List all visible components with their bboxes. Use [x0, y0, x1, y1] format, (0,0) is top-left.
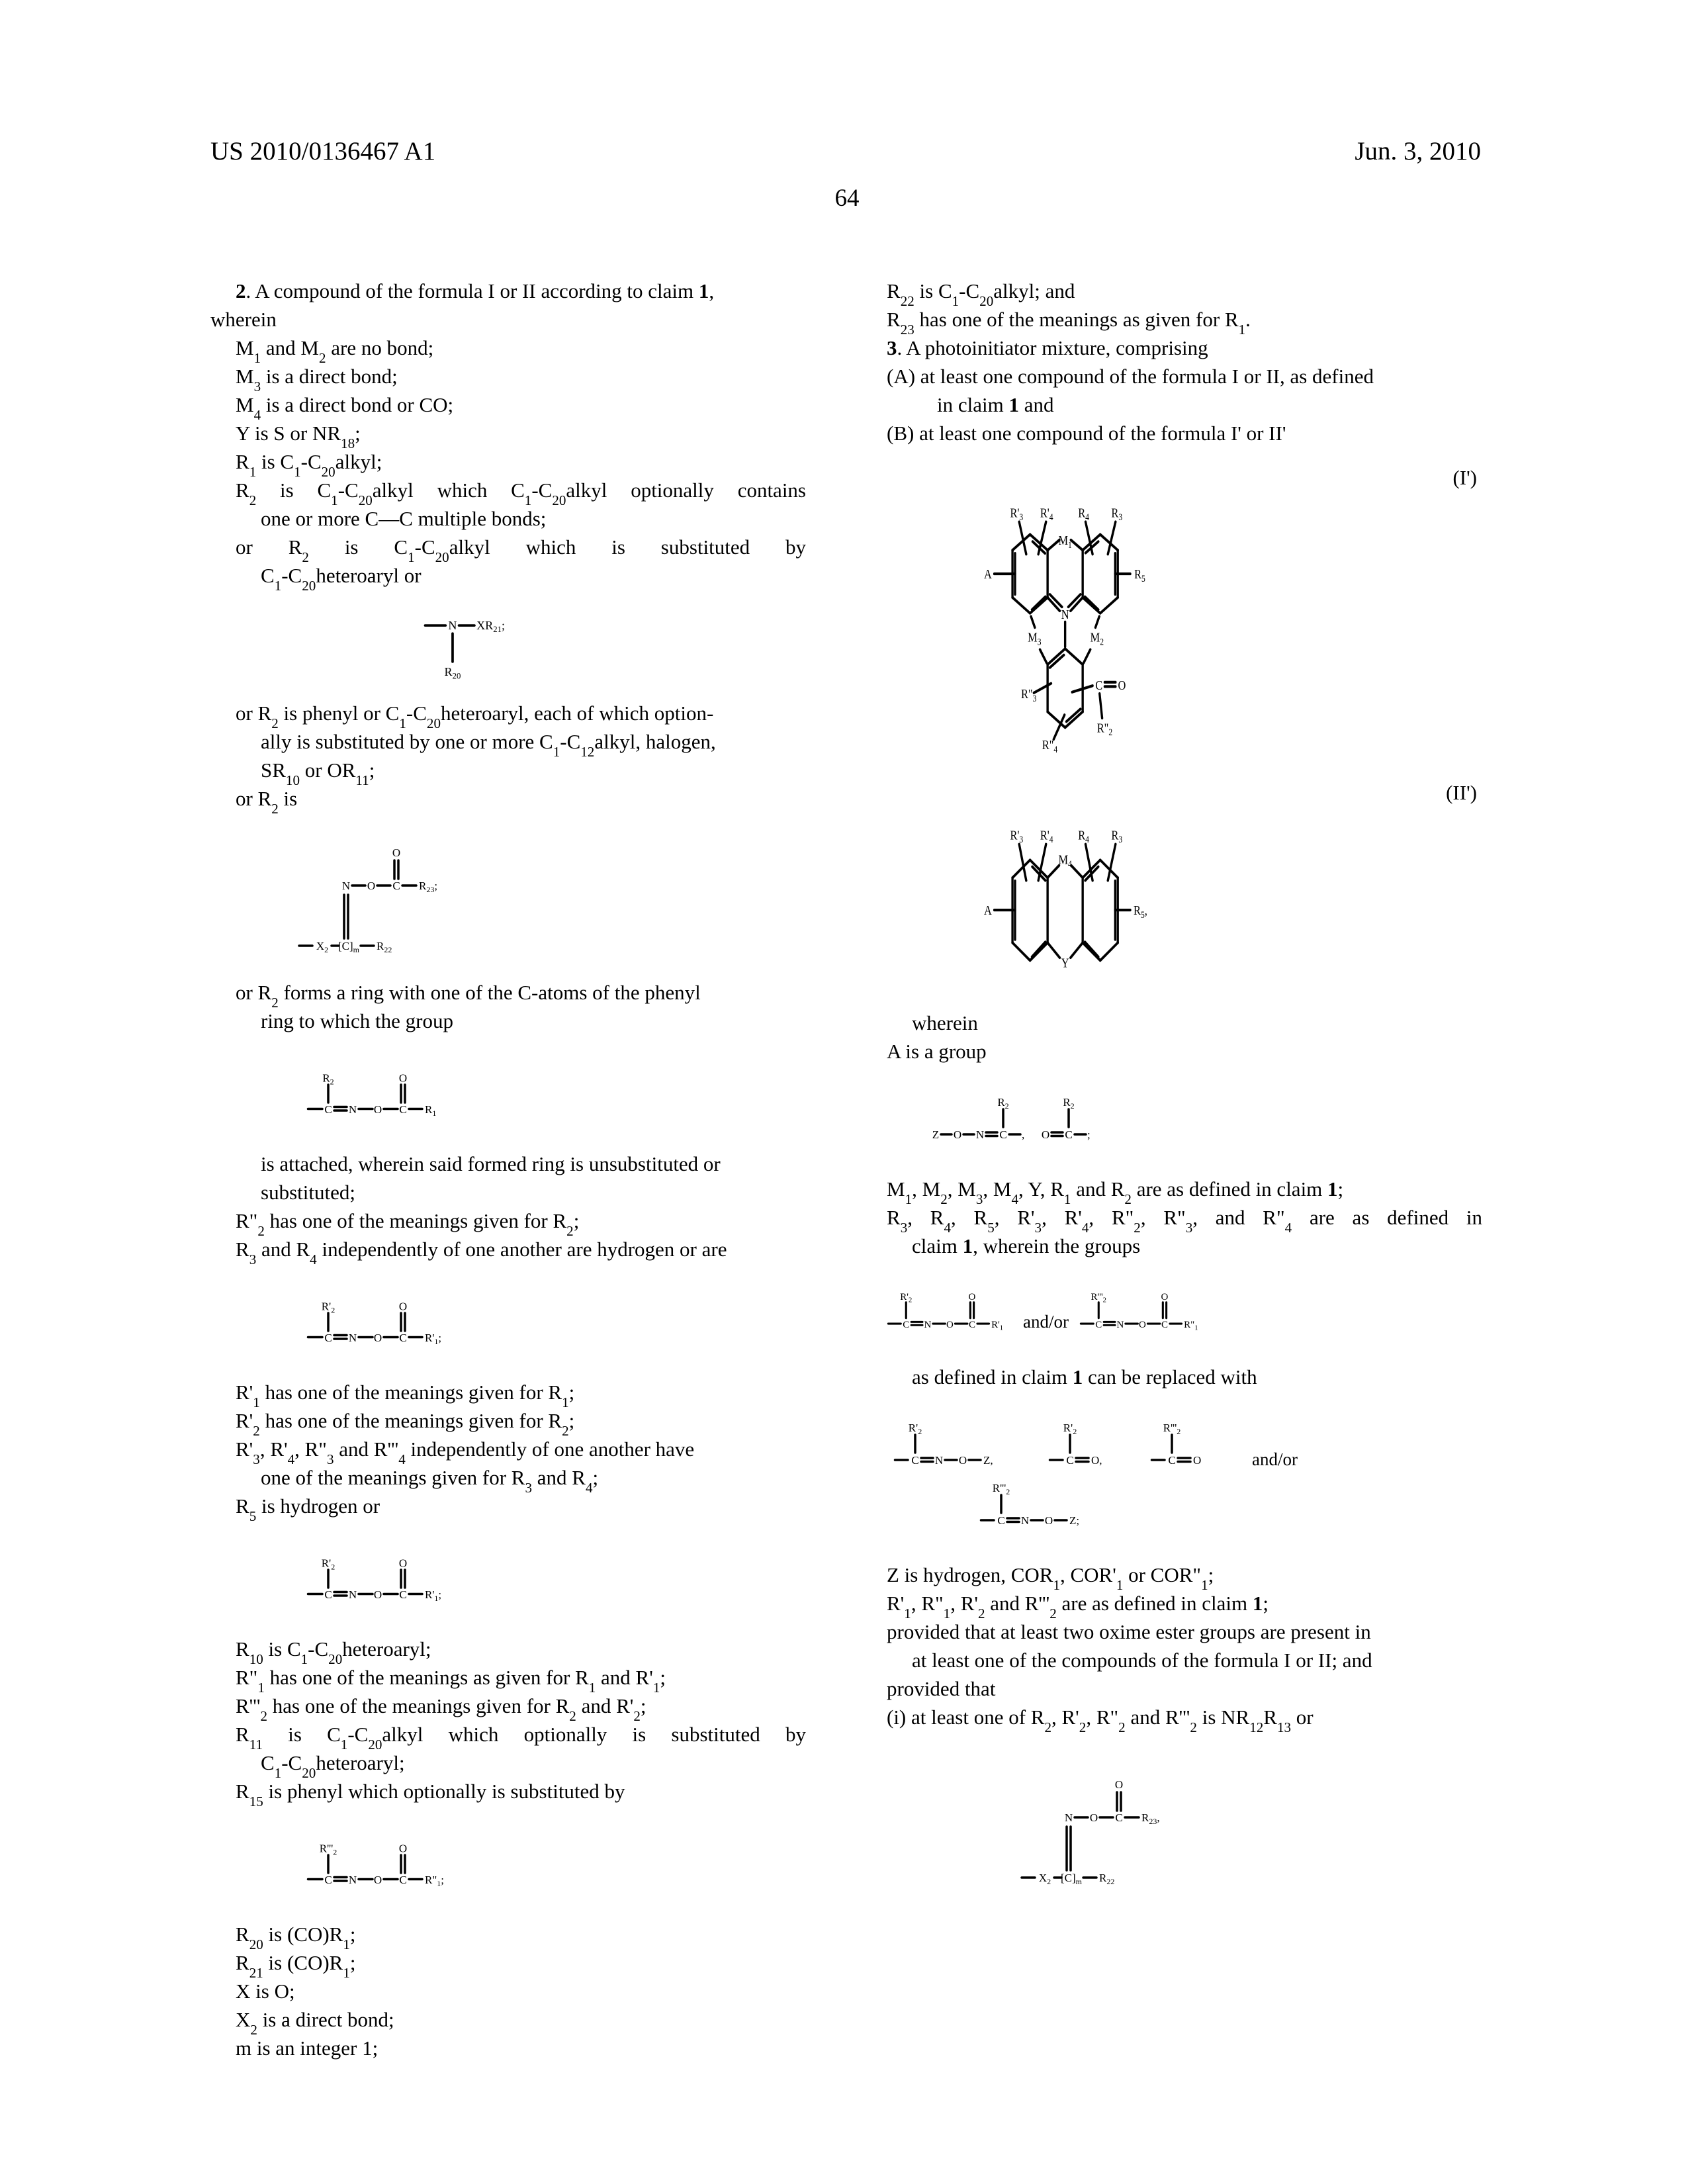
atom-n: N [348, 1874, 357, 1886]
text-line: X is O; [236, 1979, 295, 2003]
atom-c: C [399, 1332, 407, 1344]
group-r3-dprime: $R"_3$ [1020, 686, 1037, 704]
substituent-right: $R'_1$; [425, 1332, 442, 1346]
atom-o: O [373, 1332, 382, 1344]
atom-o-carbonyl: O [1161, 1291, 1169, 1302]
atom-o: O [373, 1103, 382, 1116]
group-r4-prime: $R'_4$ [1040, 505, 1053, 523]
structure-formula-I-prime [969, 495, 1482, 753]
formula-II-prime-label: (II') [1446, 781, 1477, 804]
structure-oxime-ester-r2p-r1p [306, 1295, 806, 1351]
atom-o-carbonyl: O [398, 1071, 408, 1085]
substituent-right: $R'_1$; [425, 1588, 442, 1603]
group-r23: $R_{23}$; [419, 880, 438, 894]
text-line: substituted; [261, 1181, 355, 1204]
group-r4-dprime: $R"_4$ [1042, 737, 1058, 755]
group-r4-prime: $R'_4$ [1040, 827, 1053, 845]
atom-n: N [1116, 1319, 1124, 1330]
structure-a-group-options [930, 1092, 1482, 1148]
group-x2: $X_2$ [1038, 1872, 1051, 1886]
atom-o-carbonyl: O [968, 1291, 976, 1302]
substituent-top: $R'_2$ [908, 1422, 922, 1436]
text-line: (B) at least one compound of the formula I' or II' [887, 422, 1286, 445]
atom-n: N [934, 1454, 944, 1467]
substituent-r2: $R_2$ [997, 1096, 1009, 1111]
group-r4: $R_4$ [1078, 827, 1089, 845]
structure-oxime-ester-r2p-r1p-2 [306, 1552, 806, 1608]
atom-o: O [946, 1319, 954, 1330]
atom-c: C [399, 1103, 407, 1116]
patent-number: US 2010/0136467 A1 [210, 137, 436, 165]
text-line: $M_1$, $M_2$, $M_3$, $M_4$, Y, $R_1$ and $R_2$ are as defined in claim 1; [887, 1177, 1344, 1207]
atom-n: N [924, 1319, 932, 1330]
group-r23: $R_{23}$, [1141, 1811, 1160, 1826]
atom-c: C [1115, 1811, 1123, 1824]
substituent-top: $R_2$ [322, 1071, 334, 1087]
text-line: or $R_2$ is [236, 787, 298, 817]
atom-c: C [324, 1332, 332, 1344]
right-column [887, 277, 1482, 2062]
atom-c: C [999, 1128, 1007, 1141]
group-r22: $R_{22}$ [377, 940, 392, 954]
claim3-intro-lines [887, 277, 1482, 447]
atom-n: N [448, 618, 457, 632]
proviso-lines [887, 1561, 1482, 1735]
bonds [1022, 1792, 1139, 1878]
text-line: Z is hydrogen, $COR_1$, $COR'_1$ or $COR"_1$; [887, 1563, 1214, 1593]
atom-c: C [399, 1588, 407, 1601]
text-line: (A) at least one compound of the formula I or II, as defined [887, 365, 1374, 388]
atom-o: O [1089, 1811, 1098, 1824]
atom-n: N [1061, 607, 1069, 622]
atom-o: O [367, 880, 376, 892]
text-line: $R'_2$ has one of the meanings given for $R_2$; [236, 1409, 575, 1439]
group-m3: $M_3$ [1028, 629, 1042, 647]
text-line: or $R_2$ is $C_1-C_{20}alkyl$ which is substituted by [236, 535, 807, 565]
substituent-right: $R"_1$ [1184, 1319, 1198, 1332]
text-line: Y is S or $NR_{18}$; [236, 422, 361, 451]
atom-n: N [348, 1332, 357, 1344]
atom-o: O [373, 1874, 382, 1886]
text-line: $M_1$ and $M_2$ are no bond; [236, 336, 434, 366]
group-r4: $R_4$ [1078, 505, 1089, 523]
text-line: (i) at least one of $R_2$, $R'_2$, $R"_2$ and $R'''_2$ is $NR_{12}R_{13}$ or [887, 1706, 1314, 1735]
atom-o: O [373, 1588, 382, 1601]
substituent-top: $R'_2$ [321, 1300, 335, 1315]
text-line: claim 1, wherein the groups [912, 1234, 1141, 1257]
atom-c: C [911, 1454, 919, 1467]
text-line: wherein [912, 1011, 978, 1034]
atom-c-carbonyl: C [1095, 678, 1103, 693]
group-z: Z; [1069, 1514, 1080, 1527]
atom-o-carbonyl: O [1118, 678, 1126, 693]
substituent-top: $R'''_2$ [1091, 1291, 1106, 1304]
text-line: $M_4$ is a direct bond or CO; [236, 393, 454, 423]
structure-oxime-z-triple-prime [979, 1478, 1482, 1534]
formula-I-prime-label: (I') [1452, 466, 1477, 489]
group-r3: $R_3$ [1111, 827, 1123, 845]
group-r5: $R_5$ [1134, 567, 1145, 584]
r2-ring-lines [210, 978, 806, 1035]
atom-o: O [958, 1454, 967, 1467]
atom-o-carbonyl: O [398, 1842, 408, 1855]
text-line: at least one of the compounds of the formula I or II; and [912, 1649, 1372, 1672]
bonds [995, 522, 1130, 739]
replaced-with-lines [887, 1363, 1482, 1391]
and-or-text: and/or [1023, 1312, 1069, 1332]
atom-o-carbonyl: O [392, 846, 401, 859]
atom-o-carbonyl: O [398, 1557, 408, 1570]
two-column-body [210, 277, 1482, 2062]
attached-ring-lines [210, 1150, 806, 1267]
substituent-r2: $R_2$ [1063, 1096, 1075, 1111]
text-line: $M_3$ is a direct bond; [236, 365, 398, 394]
atom-o-carbonyl: O [398, 1300, 408, 1313]
atom-n: N [975, 1128, 985, 1141]
group-r22: $R_{22}$ [1099, 1872, 1115, 1886]
group-a: A [984, 567, 992, 582]
atom-c: C [324, 1588, 332, 1601]
atom-c: C [903, 1319, 910, 1330]
atom-n: N [1020, 1514, 1030, 1527]
text-line: one or more C—C multiple bonds; [261, 507, 547, 530]
text-line: $R'_1$ has one of the meanings given for $R_1$; [236, 1381, 575, 1410]
substituent-top: $R'_2$ [321, 1557, 335, 1572]
group-r2-dprime: $R"_2$ [1096, 720, 1113, 738]
atom-o: O [1044, 1514, 1053, 1527]
r10-r15-definition-lines [210, 1635, 806, 1809]
text-line: 2. A compound of the formula I or II according to claim 1, [236, 279, 715, 302]
publication-date: Jun. 3, 2010 [1355, 137, 1481, 165]
text-line: $R_{20}$ is $(CO)R_1$; [236, 1923, 356, 1952]
text-line: $R'_1$, $R"_1$, $R'_2$ and $R'''_2$ are as defined in claim 1; [887, 1592, 1269, 1621]
atom-o: O [953, 1128, 962, 1141]
text-line: provided that [887, 1677, 996, 1700]
r-prime-definition-lines [210, 1378, 806, 1524]
substituent-top: $R'''_2$ [319, 1842, 337, 1857]
group-m2: $M_2$ [1090, 629, 1104, 647]
atom-c: C [392, 880, 400, 892]
text-line: 3. A photoinitiator mixture, comprising [887, 336, 1208, 359]
text-line: or $R_2$ forms a ring with one of the C-atoms of the phenyl [236, 981, 701, 1011]
left-column [210, 277, 806, 2062]
group-z: Z, [983, 1454, 993, 1467]
atom-o-carbonyl: O [1114, 1778, 1124, 1791]
substituent-right: $R"_1$; [425, 1874, 445, 1888]
group-m1: $M_1$ [1058, 533, 1072, 551]
structure-x2-oxime-ester [296, 839, 806, 958]
semicolon: ; [1087, 1128, 1091, 1141]
text-line: $R"_1$ has one of the meanings as given for $R_1$ and $R'_1$; [236, 1666, 666, 1696]
oxime-ester-left [887, 1287, 1012, 1336]
structure-oxime-ester-r2-r1 [306, 1067, 806, 1123]
atom-c: C [997, 1514, 1005, 1527]
substituent-right: $R'_1$ [991, 1319, 1004, 1332]
atom-z: Z [932, 1128, 940, 1141]
replacement-structures-row [893, 1418, 1482, 1474]
r2-phenyl-lines [210, 699, 806, 817]
atom-c: C [399, 1874, 407, 1886]
substituent-top: $R'''_2$ [992, 1482, 1010, 1496]
oxime-z-structure [893, 1418, 1026, 1474]
group-r3: $R_3$ [1111, 505, 1123, 523]
text-line: $R_{21}$ is $(CO)R_1$; [236, 1951, 356, 1981]
group-r20: $R_{20}$ [444, 665, 461, 681]
bracket-c-m: $[C]_m$ [337, 940, 360, 954]
oxime-ester-right [1079, 1287, 1205, 1336]
text-line: ally is substituted by one or more $C_1-C_{12}alkyl$, halogen, [261, 730, 716, 760]
atom-o: O, [1091, 1454, 1102, 1467]
atom-n: N [348, 1103, 357, 1116]
bonds [299, 860, 416, 946]
atom-c: C [968, 1319, 975, 1330]
text-line: $R_{15}$ is phenyl which optionally is substituted by [236, 1780, 625, 1809]
text-line: $X_2$ is a direct bond; [236, 2008, 394, 2038]
text-line: $R_2$ is $C_1-C_{20}alkyl$ which $C_1-C_{20}alkyl$ optionally contains [236, 478, 806, 508]
structure-oxime-ester-r2ppp-r1pp [306, 1837, 806, 1893]
atom-c: C [1066, 1454, 1074, 1467]
atom-c: C [1161, 1319, 1168, 1330]
atom-y: Y [1061, 955, 1069, 970]
ketone-structure [1150, 1418, 1229, 1474]
text-line: $R_5$ is hydrogen or [236, 1494, 380, 1524]
text-line: is attached, wherein said formed ring is unsubstituted or [261, 1152, 721, 1175]
text-line: $R_{23}$ has one of the meanings as given for $R_1$. [887, 308, 1251, 338]
text-line: $R'_3$, $R'_4$, $R"_3$ and $R'''_4$ independently of one another have [236, 1437, 695, 1467]
text-line: $C_1-C_{20}heteroaryl$; [261, 1751, 405, 1781]
text-line: $R_{10}$ is $C_1-C_{20}heteroaryl$; [236, 1637, 431, 1667]
group-a: A [984, 903, 992, 918]
atom-c: C [1095, 1319, 1102, 1330]
atom-o: O [1041, 1128, 1050, 1141]
structure-x2-oxime-ester-2 [1019, 1771, 1482, 1890]
text-line: $SR_{10}$ or $OR_{11}$; [261, 758, 375, 788]
text-line: m is an integer 1; [236, 2036, 379, 2060]
atom-o: O [1139, 1319, 1146, 1330]
bracket-c-m: $[C]_m$ [1060, 1872, 1083, 1886]
text-line: $R_3$, $R_4$, $R_5$, $R'_3$, $R'_4$, $R"_2$, $R"_3$, and $R"_4$ are as defined in [887, 1206, 1482, 1236]
ketone-structure [1048, 1418, 1128, 1474]
claim2-intro-lines [210, 277, 807, 594]
text-line: $R"_2$ has one of the meanings given for $R_2$; [236, 1209, 580, 1239]
group-r3-prime: $R'_3$ [1010, 505, 1024, 523]
substituent-right: $R_1$ [425, 1103, 437, 1118]
text-line: or $R_2$ is phenyl or $C_1-C_{20}heteroaryl$, each of which option- [236, 702, 714, 731]
text-line: $R_1$ is $C_1-C_{20}alkyl$; [236, 450, 382, 480]
atom-c: C [1065, 1128, 1073, 1141]
text-line: one of the meanings given for $R_3$ and $R_4$; [261, 1466, 599, 1496]
atom-n: N [348, 1588, 357, 1601]
group-x2: $X_2$ [316, 940, 329, 954]
text-line: A is a group [887, 1040, 987, 1063]
atom-c: C [324, 1103, 332, 1116]
group-r3-prime: $R'_3$ [1010, 827, 1024, 845]
structure-formula-II-prime [969, 813, 1482, 978]
atom-n: N [1064, 1811, 1073, 1824]
atom-o: O [1193, 1454, 1202, 1467]
text-line: as defined in claim 1 can be replaced with [912, 1365, 1257, 1388]
text-line: ring to which the group [261, 1009, 454, 1032]
atom-n: N [341, 880, 351, 892]
text-line: wherein [210, 308, 277, 331]
defined-in-claim1-lines [887, 1175, 1482, 1260]
structure-amino-xr21 [422, 608, 806, 686]
group-xr21: $XR_{21}$; [476, 618, 506, 635]
substituent-top: $R'_2$ [900, 1291, 913, 1304]
atom-c: C [324, 1874, 332, 1886]
atom-c: C [1168, 1454, 1176, 1467]
group-r5: $R_5$, [1134, 903, 1147, 921]
text-line: $R_3$ and $R_4$ independently of one another are hydrogen or are [236, 1238, 727, 1267]
text-line: $C_1-C_{20}heteroaryl$ or [261, 564, 422, 594]
substituent-top: $R'''_2$ [1163, 1422, 1181, 1436]
r20-m-definition-lines [210, 1920, 806, 2062]
and-or-text: and/or [1252, 1449, 1298, 1469]
page-number: 64 [834, 185, 860, 212]
text-line: in claim 1 and [937, 393, 1054, 416]
structure-group-pair [887, 1287, 1482, 1336]
bonds [941, 1109, 1086, 1136]
comma: , [1022, 1128, 1025, 1141]
substituent-top: $R'_2$ [1063, 1422, 1077, 1436]
text-line: $R_{22}$ is $C_1-C_{20}alkyl$; and [887, 279, 1075, 309]
text-line: provided that at least two oxime ester groups are present in [887, 1620, 1371, 1643]
text-line: $R_{11}$ is $C_1-C_{20}alkyl$ which optionally is substituted by [236, 1723, 806, 1752]
text-line: $R'''_2$ has one of the meanings given for $R_2$ and $R'_2$; [236, 1694, 646, 1724]
wherein-a-group-lines [887, 1009, 1482, 1066]
group-m4: $M_4$ [1058, 852, 1072, 870]
